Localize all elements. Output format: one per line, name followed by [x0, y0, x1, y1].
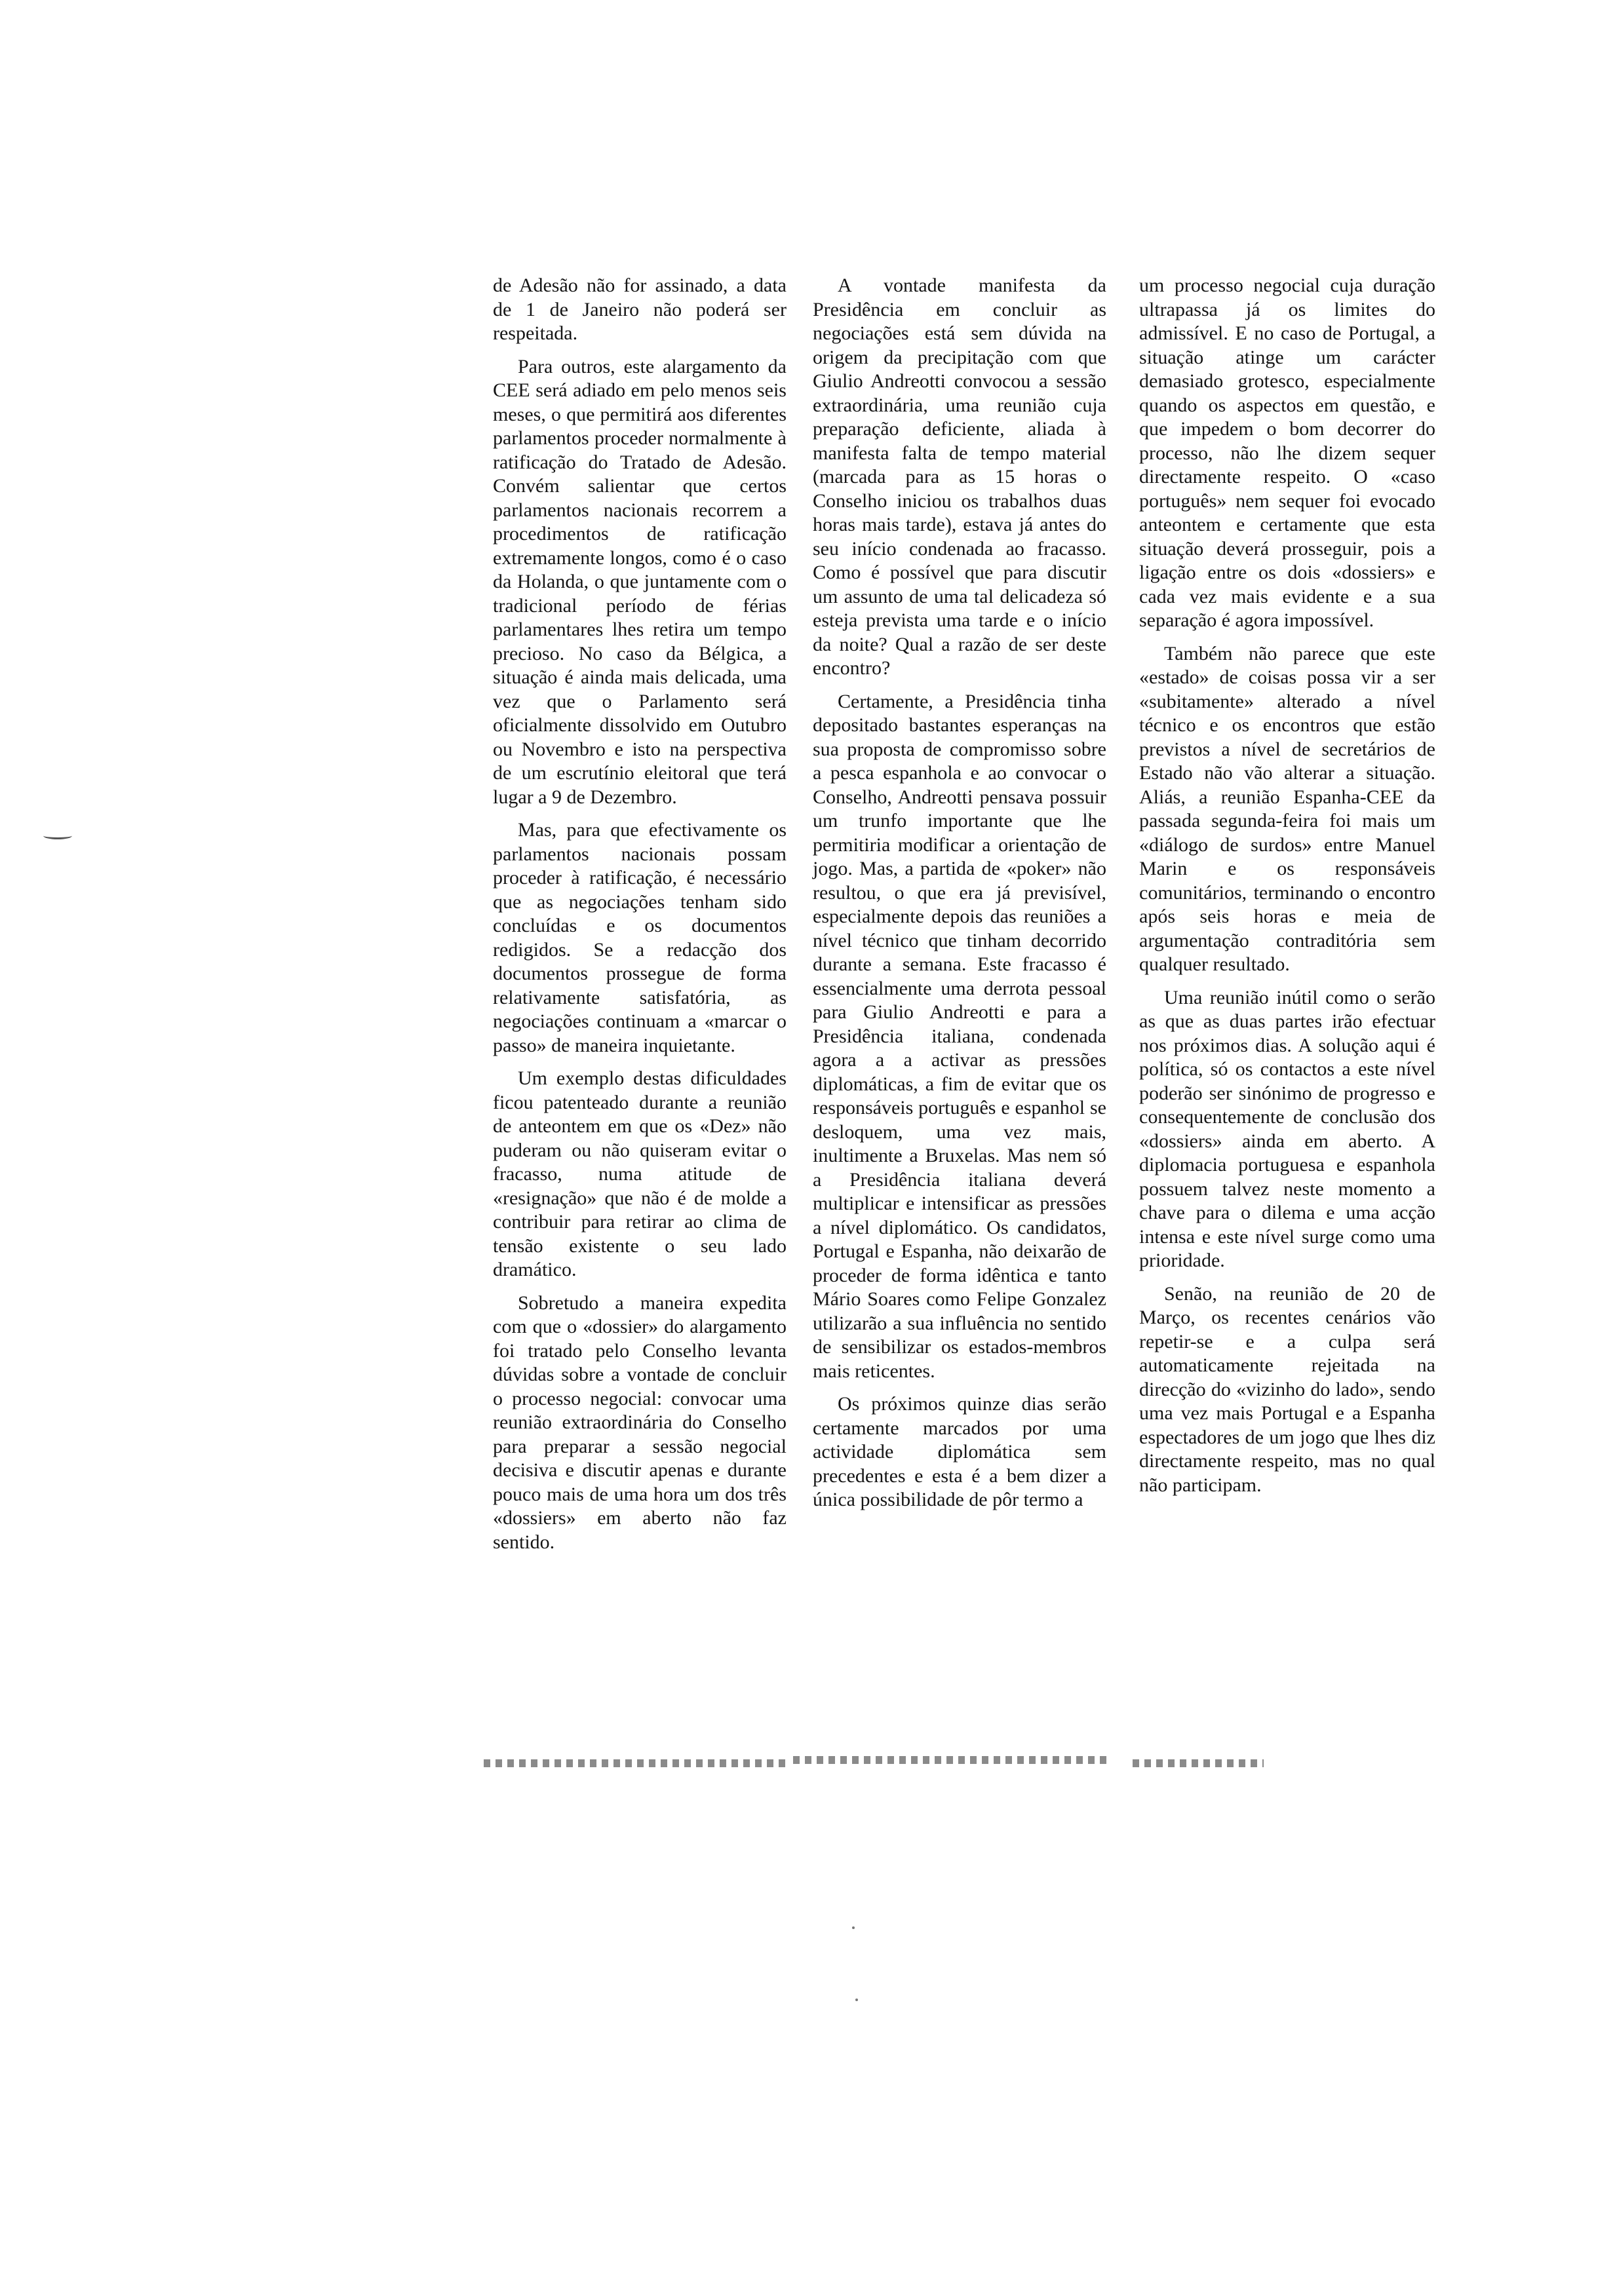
paragraph: Também não parece que este «estado» de coisas possa vir a ser «subitamente» alterado a nível técnico e os encontros que estão previstos a nível de secretários de Estado não vão alterar a situação. Aliás, a reunião Espanha-CEE da passada segunda-feira foi mais um «diálogo de surdos» entre Manuel Marin e os responsáveis comunitários, terminando o encontro após seis horas e meia de argumentação contraditória sem qualquer resultado.: [1139, 642, 1435, 975]
paragraph: Uma reunião inútil como o serão as que as duas partes irão efectuar nos próximos dias. A solução aqui é política, só os contactos a este nível poderão ser sinónimo de progresso e consequentemente de conclusão dos «dossiers» ainda em aberto. A diplomacia portuguesa e espanhola possuem talvez neste momento a chave para o dilema e uma acção intensa e este nível surge como uma prioridade.: [1139, 986, 1435, 1271]
scan-smudge: [484, 1759, 785, 1767]
scan-smudge: [793, 1756, 1108, 1764]
paragraph: Certamente, a Presidência tinha depositado bastantes esperanças na sua proposta de compromisso sobre a pesca espanhola e ao convocar o Conselho, Andreotti pensava possuir um trunfo importante que lhe permitiria modificar a orientação de jogo. Mas, a partida de «poker» não resultou, o que era já previsível, especialmente depois das reuniões a nível técnico que tinham decorrido durante a semana. Este fracasso é essencialmente uma derrota pessoal para Giulio Andreotti e para a Presidência italiana, condenada agora a a activar as pressões diplomáticas, a fim de evitar que os responsáveis português e espanhol se desloquem, uma vez mais, inultimente a Bruxelas. Mas nem só a Presidência italiana deverá multiplicar e intensificar as pressões a nível diplomático. Os candidatos, Portugal e Espanha, não deixarão de proceder de forma idêntica e tanto Mário Soares como Felipe Gonzalez utilizarão a sua influência no sentido de sensibilizar os estados-membros mais reticentes.: [813, 690, 1106, 1382]
article-column-3: [1139, 274, 1435, 1506]
margin-mark: [43, 832, 72, 839]
scan-smudge: [1133, 1759, 1264, 1767]
article-column-1: [493, 274, 787, 1563]
paragraph: Para outros, este alargamento da CEE será adiado em pelo menos seis meses, o que permitirá aos diferentes parlamentos proceder normalmente à ratificação do Tratado de Adesão. Convém salientar que certos parlamentos nacionais recorrem a procedimentos de ratificação extremamente longos, como é o caso da Holanda, o que juntamente com o tradicional período de férias parlamentares lhes retira um tempo precioso. No caso da Bélgica, a situação é ainda mais delicada, uma vez que o Parlamento será oficialmente dissolvido em Outubro ou Novembro e isto na perspectiva de um escrutínio eleitoral que terá lugar a 9 de Dezembro.: [493, 355, 787, 808]
paragraph: Senão, na reunião de 20 de Março, os recentes cenários vão repetir-se e a culpa será automaticamente rejeitada na direcção do «vizinho do lado», sendo uma vez mais Portugal e a Espanha espectadores de um jogo que lhes diz directamente respeito, mas no qual não participam.: [1139, 1282, 1435, 1496]
paragraph: de Adesão não for assinado, a data de 1 de Janeiro não poderá ser respeitada.: [493, 275, 787, 344]
paragraph: Sobretudo a maneira expedita com que o «dossier» do alargamento foi tratado pelo Conselho levanta dúvidas sobre a vontade de concluir o processo negocial: convocar uma reunião extraordinária do Conselho para preparar a sessão negocial decisiva e discutir apenas e durante pouco mais de uma hora um dos três «dossiers» em aberto não faz sentido.: [493, 1292, 787, 1553]
paragraph: Os próximos quinze dias serão certamente marcados por uma actividade diplomática sem precedentes e esta é a bem dizer a única possibilidade de pôr termo a: [813, 1393, 1106, 1510]
article-column-2: [813, 274, 1106, 1521]
scan-speck: [855, 1999, 858, 2001]
paragraph: A vontade manifesta da Presidência em concluir as negociações está sem dúvida na origem da precipitação com que Giulio Andreotti convocou a sessão extraordinária, uma reunião cuja preparação deficiente, aliada à manifesta falta de tempo material (marcada para as 15 horas o Conselho iniciou os trabalhos duas horas mais tarde), estava já antes do seu início condenada ao fracasso. Como é possível que para discutir um assunto de uma tal delicadeza só esteja prevista uma tarde e o início da noite? Qual a razão de ser deste encontro?: [813, 275, 1106, 679]
paragraph: um processo negocial cuja duração ultrapassa já os limites do admissível. E no caso de Portugal, a situação atinge um carácter demasiado grotesco, especialmente quando os aspectos em questão, e que impedem o bom decorrer do processo, não lhe dizem sequer directamente respeito. O «caso português» nem sequer foi evocado anteontem e certamente que esta situação deverá prosseguir, pois a ligação entre os dois «dossiers» e cada vez mais evidente e a sua separação é agora impossível.: [1139, 275, 1435, 631]
scan-speck: [852, 1926, 855, 1929]
paragraph: Mas, para que efectivamente os parlamentos nacionais possam proceder à ratificação, é necessário que as negociações tenham sido concluídas e os documentos redigidos. Se a redacção dos documentos prossegue de forma relativamente satisfatória, as negociações continuam a «marcar o passo» de maneira inquietante.: [493, 819, 787, 1056]
paragraph: Um exemplo destas dificuldades ficou patenteado durante a reunião de anteontem em que os «Dez» não puderam ou não quiseram evitar o fracasso, numa atitude de «resignação» que não é de molde a contribuir para retirar ao clima de tensão existente o seu lado dramático.: [493, 1067, 787, 1280]
